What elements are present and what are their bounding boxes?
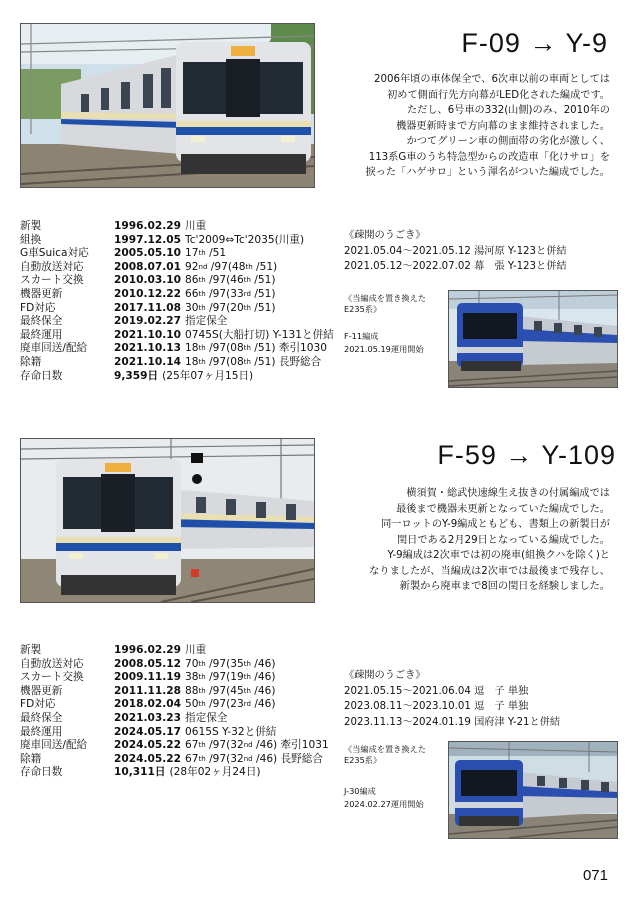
spec-date: 2008.07.01	[114, 260, 182, 273]
history-line: 2021.05.12～2022.07.02 幕 張 Y-123と併結	[344, 261, 567, 272]
train-photo-e217-y109	[20, 438, 315, 603]
description-line: なりましたが、当編成は2次車では最後まで残存し、	[369, 565, 610, 577]
spec-key: 新製	[20, 644, 42, 656]
spec-row	[20, 685, 329, 699]
spec-note: 67th /97(32nd /46) 牽引1031	[185, 739, 329, 752]
spec-note: Tc'2009⇔Tc'2035(川重)	[185, 233, 305, 246]
spec-note: 0615S Y-32と併結	[185, 725, 277, 738]
description-line: 2006年頃の車体保全で、6次車以前の車両としては	[374, 74, 610, 85]
spec-key: 存命日数	[20, 369, 63, 382]
description-line: 113系G車のうち特急型からの改造車「化けサロ」を	[368, 151, 610, 163]
spec-note: 38th /97(19th /46)	[185, 671, 276, 684]
spec-date: 2021.10.10	[114, 328, 182, 341]
section-1-relocation-history	[344, 228, 567, 275]
note-line: F-11編成	[344, 331, 379, 341]
spec-note: 指定保全	[185, 711, 228, 724]
spec-date: 2005.05.10	[114, 247, 182, 260]
spec-key: 最終保全	[20, 315, 63, 328]
spec-row	[20, 315, 334, 329]
spec-date: 1997.12.05	[114, 233, 182, 246]
spec-date: 2021.03.23	[114, 711, 182, 724]
spec-date: 2018.02.04	[114, 698, 182, 711]
spec-date: 2024.05.22	[114, 752, 182, 765]
spec-note: (28年02ヶ月24日)	[169, 766, 261, 779]
note-line: 2024.02.27運用開始	[344, 799, 424, 809]
spec-key: 自動放送対応	[20, 657, 84, 670]
spec-key: 機器更新	[20, 287, 63, 300]
spec-date: 2009.11.19	[114, 671, 182, 684]
spec-key: 新製	[20, 220, 42, 232]
spec-key: G車Suica対応	[20, 247, 89, 260]
spec-note: 18th /97(08th /51) 長野総合	[185, 355, 322, 368]
spec-key: FD対応	[20, 301, 56, 314]
spec-note: 92nd /97(48th /51)	[185, 260, 278, 273]
spec-row	[20, 247, 334, 261]
replacement-photo-e235-f11	[448, 290, 618, 388]
history-line: 2023.11.13～2024.01.19 国府津 Y-21と併結	[344, 716, 561, 728]
spec-key: 廃車回送/配給	[20, 739, 88, 752]
spec-row	[20, 753, 329, 767]
caption-line: E235系》	[344, 304, 382, 314]
spec-row	[20, 712, 329, 726]
section-1-replacement-note	[344, 330, 424, 356]
description-line: ただし、6号車の332(山側)のみ、2010年の	[406, 105, 610, 116]
section-2-replacement-note	[344, 785, 424, 811]
page-number: 071	[582, 867, 608, 884]
spec-note: 86th /97(46th /51)	[185, 274, 276, 287]
spec-date: 2021.10.13	[114, 342, 182, 355]
spec-row	[20, 220, 334, 234]
section-1-description	[366, 72, 611, 181]
spec-key: 最終運用	[20, 725, 63, 738]
spec-row	[20, 766, 329, 780]
description-line: 初めて側面行先方向幕がLED化された編成です。	[387, 89, 610, 101]
spec-key: 機器更新	[20, 684, 63, 697]
note-line: J-30編成	[344, 786, 376, 796]
spec-note: 30th /97(20th /51)	[185, 301, 276, 314]
spec-date: 10,311日	[114, 766, 166, 779]
spec-date: 1996.02.29	[114, 644, 182, 656]
spec-row	[20, 370, 334, 384]
train-photo-e217-y9	[20, 23, 315, 188]
description-line: 横須賀・総武快速線生え抜きの付属編成では	[406, 488, 610, 499]
spec-key: 廃車回送/配給	[20, 342, 88, 355]
spec-row	[20, 342, 334, 356]
spec-row	[20, 739, 329, 753]
history-line: 2021.05.15～2021.06.04 逗 子 単独	[344, 685, 529, 697]
spec-row	[20, 329, 334, 343]
spec-row	[20, 302, 334, 316]
spec-note: 50th /97(23rd /46)	[185, 698, 276, 711]
spec-row	[20, 726, 329, 740]
section-2-relocation-history	[344, 668, 560, 730]
section-1-replacement-caption	[344, 293, 426, 315]
section-2-description	[369, 486, 610, 595]
spec-key: 存命日数	[20, 766, 63, 779]
spec-note: 17th /51	[185, 247, 227, 260]
spec-note: 66th /97(33rd /51)	[185, 287, 276, 300]
spec-date: 2021.10.14	[114, 355, 182, 368]
description-line: 機器更新時まで方向幕のまま維持されました。	[396, 120, 610, 132]
spec-row	[20, 356, 334, 370]
spec-key: 自動放送対応	[20, 260, 84, 273]
description-line: 同一ロットのY-9編成ともども、書類上の新製日が	[381, 519, 610, 530]
spec-note: 0745S(大船打切) Y-131と併結	[185, 328, 334, 341]
spec-note: 70th /97(35th /46)	[185, 657, 276, 670]
spec-row	[20, 644, 329, 658]
spec-date: 2010.03.10	[114, 274, 182, 287]
spec-note: 川重	[185, 220, 207, 232]
spec-key: 組換	[20, 233, 42, 246]
description-line: 新製から廃車まで8回の閏日を経験しました。	[399, 581, 610, 592]
caption-line: 《当編成を置き換えた	[344, 293, 426, 303]
description-line: Y-9編成は2次車では初の廃車(組換クハを除く)と	[387, 550, 610, 561]
spec-row	[20, 274, 334, 288]
spec-row	[20, 698, 329, 712]
spec-date: 2019.02.27	[114, 315, 182, 328]
description-line: 最後まで機器未更新となっていた編成でした。	[396, 503, 610, 515]
history-line: 2021.05.04～2021.05.12 湯河原 Y-123と併結	[344, 245, 567, 257]
spec-note: 88th /97(45th /46)	[185, 684, 276, 697]
spec-note: 指定保全	[185, 315, 228, 328]
history-title: 《疎開のうごき》	[344, 230, 426, 241]
section-1-spec-table	[20, 220, 334, 383]
spec-date: 2024.05.22	[114, 739, 182, 752]
spec-row	[20, 234, 334, 248]
description-line: 閏日である2月29日となっている編成でした。	[396, 534, 610, 546]
section-2-spec-table	[20, 644, 329, 780]
spec-date: 2008.05.12	[114, 657, 182, 670]
spec-row	[20, 261, 334, 275]
spec-note: 川重	[185, 644, 207, 656]
spec-note: (25年07ヶ月15日)	[162, 369, 254, 382]
replacement-photo-e235-j30	[448, 741, 618, 839]
spec-date: 2010.12.22	[114, 287, 182, 300]
caption-line: 《当編成を置き換えた	[344, 744, 426, 754]
description-line: かつてグリーン車の側面帯の劣化が激しく、	[406, 136, 610, 147]
description-line: 捩った「ハゲサロ」という渾名がついた編成でした。	[365, 167, 610, 178]
spec-note: 67th /97(32nd /46) 長野総合	[185, 752, 323, 765]
spec-row	[20, 658, 329, 672]
note-line: 2021.05.19運用開始	[344, 344, 424, 354]
spec-row	[20, 671, 329, 685]
spec-key: 除籍	[20, 355, 42, 368]
spec-date: 9,359日	[114, 369, 159, 382]
spec-key: スカート交換	[20, 671, 84, 684]
section-2-heading: F-59 → Y-109	[437, 440, 616, 470]
spec-key: 最終保全	[20, 711, 63, 724]
section-1-heading: F-09 → Y-9	[461, 28, 608, 58]
spec-row	[20, 288, 334, 302]
spec-key: 除籍	[20, 752, 42, 765]
section-2-replacement-caption	[344, 744, 426, 766]
spec-key: FD対応	[20, 698, 56, 711]
history-title: 《疎開のうごき》	[344, 670, 426, 681]
spec-date: 1996.02.29	[114, 220, 182, 232]
spec-date: 2017.11.08	[114, 301, 182, 314]
spec-date: 2024.05.17	[114, 725, 182, 738]
spec-date: 2011.11.28	[114, 684, 182, 697]
spec-key: 最終運用	[20, 328, 63, 341]
history-line: 2023.08.11～2023.10.01 逗 子 単独	[344, 701, 529, 712]
spec-key: スカート交換	[20, 274, 84, 287]
caption-line: E235系》	[344, 755, 382, 765]
spec-note: 18th /97(08th /51) 牽引1030	[185, 342, 328, 355]
